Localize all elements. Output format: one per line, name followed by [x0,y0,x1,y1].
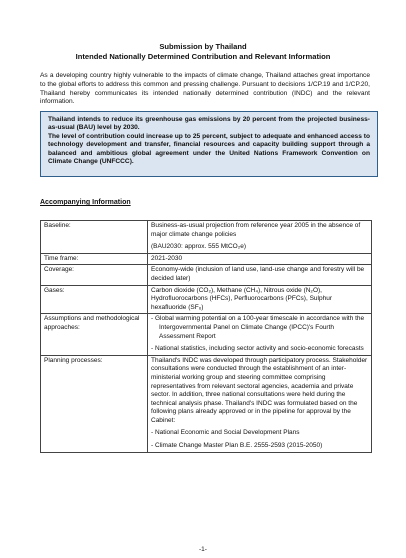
assumptions-cell [148,314,372,355]
timeframe-label: Time frame: [41,253,148,265]
accompanying-information-heading: Accompanying Information [40,199,131,206]
assumptions-item: - Global warming potential on a 100-year timescale in accordance with the Intergovernmental Panel on Climate Change (IPCC)'s Fourth Assessment Report [151,315,365,340]
document-title: Submission by Thailand [159,42,247,51]
callout-conditional-paragraph: The level of contribution could increase up to 25 percent, subject to adequate and enhanced access to technology development and transfer, financial resources and capacity building support through a balanced and ambitious global agreement under the United Nations Framework Convention on Climate Change (UNFCCC). [48,132,370,166]
callout-target-paragraph: Thailand intends to reduce its greenhouse gas emissions by 20 percent from the projected business-as-usual (BAU) level by 2030. [48,116,370,132]
document-subtitle: Intended Nationally Determined Contribution and Relevant Information [75,52,331,61]
coverage-value: Economy-wide (inclusion of land use, land-use change and forestry will be decided later) [148,265,372,285]
baseline-value: Business-as-usual projection from reference year 2005 in the absence of major climate change policies [151,222,361,238]
table-row [41,285,372,314]
planning-label: Planning processes: [41,355,148,452]
page-number: -1- [199,546,207,553]
table-row [41,355,372,452]
assumptions-item: - National statistics, including sector activity and socio-economic forecasts [151,345,364,353]
planning-item: - National Economic and Social Development Plans [151,429,300,437]
assumptions-label: Assumptions and methodological approaches: [41,314,148,355]
gases-label: Gases: [41,285,148,314]
planning-cell [148,355,372,452]
accompanying-information-table [40,220,372,453]
coverage-label: Coverage: [41,265,148,285]
gases-value: Carbon dioxide (CO₂), Methane (CH₄), Nitrous oxide (N₂O), Hydrofluorocarbons (HFCs), Perfluorocarbons (PFCs), Sulphur hexafluoride (SF₆) [148,285,372,314]
table-row [41,253,372,265]
baseline-cell [148,221,372,254]
intro-paragraph: As a developing country highly vulnerable to the impacts of climate change, Thailand attaches great importance to the global efforts to address this common and pressing challenge. Pursuant to decisions 1/CP.19 and 1/CP.20, Thailand hereby communicates its intended nationally determined contribution (INDC) and the relevant information. [40,72,370,106]
table-row [41,314,372,355]
planning-item: - Climate Change Master Plan B.E. 2555-2593 (2015-2050) [151,442,323,450]
contribution-callout-box [40,111,378,177]
table-row [41,221,372,254]
timeframe-value: 2021-2030 [148,253,372,265]
baseline-bau-value: (BAU2030: approx. 555 MtCO₂e) [151,243,247,251]
planning-value: Thailand's INDC was developed through participatory process. Stakeholder consultations were conducted through the establishment of an inter-ministerial working group and steering committee comprising representatives from relevant sectoral agencies, academia and private sector. In addition, three national consultations were held during the technical analysis phase. Thailand's INDC was formulated based on the following plans already approved or in the pipeline for approval by the Cabinet: [151,356,368,424]
baseline-label: Baseline: [41,221,148,254]
table-row [41,265,372,285]
